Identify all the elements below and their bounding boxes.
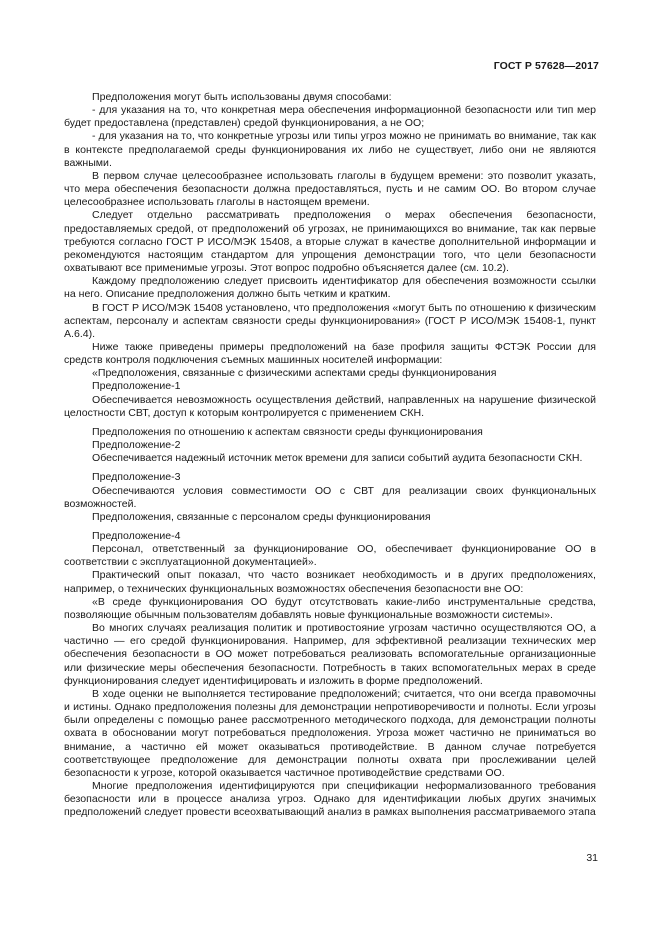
paragraph: - для указания на то, что конкретные угрозы или типы угроз можно не принимать во внимание, так как в контексте предполагаемой среды функционирования их либо не существует, либо они не являются важными. [64,130,596,169]
paragraph: В первом случае целесообразнее использовать глаголы в будущем времени: это позволит указать, что мера обеспечения безопасности должна предоставляться, пусть и не самим ОО. Во втором случае целесообразнее использовать глаголы в настоящем времени. [64,169,596,209]
document-body [64,91,596,819]
assumption-id: Предположение-1 [92,380,181,393]
page-number: 31 [586,852,598,864]
quote-heading: Предположения, связанные с персоналом среды функционирования [92,510,431,523]
paragraph: «В среде функционирования ОО будут отсутствовать какие-либо инструментальные средства, позволяющие обычным пользователям добавлять новые функциональные возможности системы». [64,595,596,621]
paragraph: Ниже также приведены примеры предположений на базе профиля защиты ФСТЭК России для средств контроля подключения съемных машинных носителей информации: [64,340,596,367]
paragraph: Практический опыт показал, что часто возникает необходимость и в других предположениях, например, о технических функциональных возможностях обеспечения безопасности вне ОО: [64,569,596,595]
assumption-text: Обеспечиваются условия совместимости ОО с СВТ для реализации своих функциональных возможностей. [64,484,596,510]
paragraph: Следует отдельно рассматривать предположения о мерах обеспечения безопасности, предоставляемых средой, от предположений об угрозах, не принимающихся во внимание, так как первые требуются согласно ГОСТ Р ИСО/МЭК 15408, а вторые служат в качестве дополнительной информации и рекомендуются настоящим стандартом для упрощения демонстрации того, что цели безопасности охватывают все применимые угрозы. Этот вопрос подробно объясняется далее (см. 10.2). [64,209,596,275]
paragraph: В ГОСТ Р ИСО/МЭК 15408 установлено, что предположения «могут быть по отношению к физическим аспектам, персоналу и аспектам связности среды функционирования» (ГОСТ Р ИСО/МЭК 15408-1, пункт А.6.4). [64,301,596,340]
assumption-text: Обеспечивается надежный источник меток времени для записи событий аудита безопасности СКН. [92,452,583,465]
document-header: ГОСТ Р 57628—2017 [493,60,599,72]
assumption-id: Предположение-4 [92,530,181,542]
paragraph: Во многих случаях реализация политик и противостояние угрозам частично осуществляются ОО, а частично — его средой функционирования. Например, для эффективной реализации технических мер обеспечения безопасности в ОО может потребоваться реализовать вспомогательные организационные или физические меры обеспечения безопасности. Потребность в таких вспомогательных мерах в среде функционирования следует идентифицировать и изложить в форме предположений. [64,622,596,687]
assumption-id: Предположение-2 [92,439,181,452]
paragraph: В ходе оценки не выполняется тестирование предположений; считается, что они всегда правомочны и истины. Однако предположения полезны для демонстрации непротиворечивости и полноты. Если угрозы были определены с помощью ранее рассмотренного методического подхода, для демонстрации полноты охвата в обосновании могут потребоваться предположения. Угроза может частично не приниматься во внимание, а частично ей может оказываться противодействие. В данном случае потребуется соответствующее предположение для демонстрации полноты охвата при прослеживании целей безопасности к угрозе, которой оказывается частичное противодействие средствами ОО. [64,687,596,779]
paragraph: Многие предположения идентифицируются при спецификации неформализованного требования безопасности или в процессе анализа угроз. Однако для идентификации любых других значимых предположений следует провести всеохватывающий анализ в рамках выполнения рассматриваемого этапа [64,779,596,819]
paragraph: Каждому предположению следует присвоить идентификатор для обеспечения возможности ссылки на него. Описание предположения должно быть четким и кратким. [64,275,596,301]
assumption-text: Персонал, ответственный за функционирование ОО, обеспечивает функционирование ОО в соответствии с эксплуатационной документацией». [64,543,596,569]
quote-heading: Предположения по отношению к аспектам связности среды функционирования [92,425,483,438]
quote-heading: «Предположения, связанные с физическими аспектами среды функционирования [92,367,497,380]
paragraph: Предположения могут быть использованы двумя способами: [92,91,392,103]
assumption-id: Предположение-3 [92,471,181,484]
assumption-text: Обеспечивается невозможность осуществления действий, направленных на нарушение физической целостности СВТ, доступ к которым контролируется с применением СКН. [64,393,596,419]
paragraph: - для указания на то, что конкретная мера обеспечения информационной безопасности или тип мер будет предоставлена (представлен) средой функционирования, а не ОО; [64,104,596,130]
